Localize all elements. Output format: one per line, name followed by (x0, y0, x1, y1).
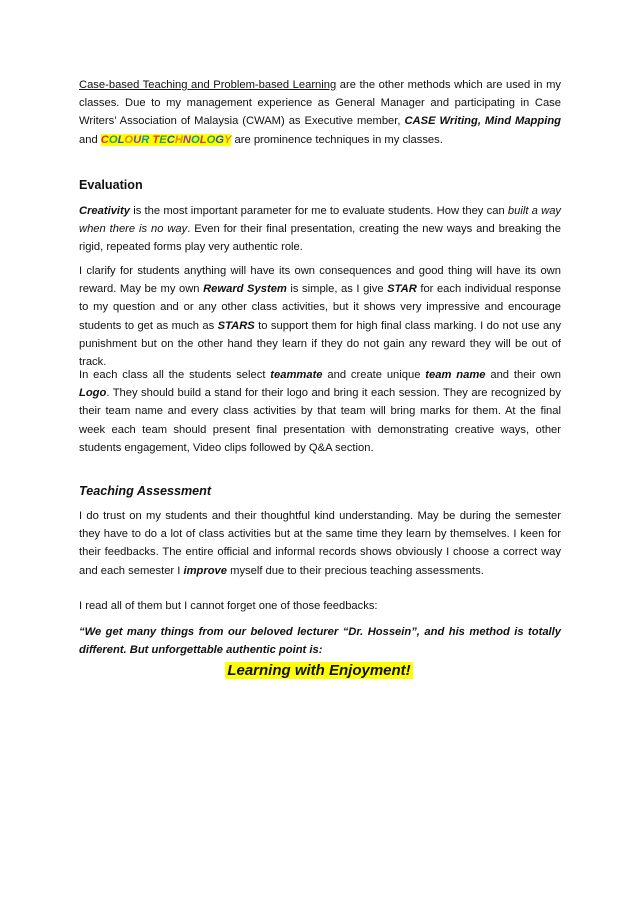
case-writing-emphasis: CASE Writing, Mind Mapping (404, 115, 561, 128)
eval-text: I clarify for students anything will have its own consequences and good thing will have its own reward. May be my own (79, 265, 561, 296)
assessment-paragraph-2: I read all of them but I cannot forget one of those feedbacks: (79, 600, 378, 612)
evaluation-paragraph-3 (79, 366, 561, 457)
colour-letter: L (117, 133, 125, 146)
intro-text-1: are the other methods which are used in my classes. Due to my management experience as General Manager and participating in Case Writers’ Association of Malaysia (CWAM) as Executive member, (79, 79, 561, 128)
eval-text: for each individual response to my question and or any other class activities, but it shows very impressive and encourage students to get as much as (79, 283, 561, 332)
colour-letter: T (152, 133, 160, 146)
eval-text: . Even for their final presentation, creating the new ways and breaking the rigid, repeated forms play very authentic role. (79, 223, 561, 254)
colour-letter: Y (223, 133, 232, 146)
eval-text: . They should build a stand for their logo and bring it each session. They are recognized by their team name and every class activities by that team will bring marks for them. At the final week each team should present final presentation with demonstrating creative ways, other students engagement, Video clips followed by Q&A section. (79, 387, 561, 454)
team-name-emphasis: team name (425, 369, 486, 381)
colour-letter: E (159, 133, 167, 146)
eval-italic: built a way when there is no way (79, 205, 562, 236)
creativity-emphasis: Creativity (79, 205, 130, 217)
colour-technology-highlight (101, 134, 232, 146)
teammate-emphasis: teammate (270, 369, 323, 381)
colour-letter: C (166, 133, 175, 146)
colour-letter: O (124, 133, 134, 146)
intro-text-3: are prominence techniques in my classes. (231, 133, 443, 146)
assessment-text: myself due to their precious teaching assessments. (227, 564, 484, 577)
colour-letter: O (108, 133, 118, 146)
eval-text: In each class all the students select (79, 369, 271, 381)
colour-letter: N (182, 133, 192, 146)
eval-text: and create unique (322, 369, 426, 381)
star-emphasis: STAR (387, 283, 417, 296)
improve-emphasis: improve (183, 564, 228, 577)
colour-letter: O (191, 133, 200, 146)
colour-letter: R (141, 133, 150, 146)
teaching-assessment-heading: Teaching Assessment (79, 484, 212, 498)
feedback-quote: “We get many things from our beloved lecturer “Dr. Hossein”, and his method is totally different. But unforgettable authentic point is: (79, 626, 561, 657)
eval-text: is simple, as I give (286, 283, 388, 296)
eval-text: is the most important parameter for me to evaluate students. How they can (130, 205, 508, 217)
colour-letter: L (199, 133, 207, 146)
colour-letter: U (133, 133, 142, 146)
colour-letter: G (215, 133, 224, 146)
evaluation-heading: Evaluation (79, 178, 143, 192)
stars-emphasis: STARS (217, 319, 255, 332)
assessment-paragraph-1 (79, 507, 561, 580)
enjoyment-line (0, 662, 638, 679)
eval-text: to support them for high final class marking. I do not use any punishment but on the other hand they learn if they do not gain any reward they will be out of track. (79, 319, 561, 369)
colour-letter: H (174, 133, 183, 146)
intro-paragraph (79, 76, 561, 149)
logo-emphasis: Logo (79, 387, 107, 400)
colour-letter: O (206, 133, 216, 146)
intro-text-2: and (79, 133, 101, 146)
colour-letter: C (100, 133, 109, 146)
reward-system-emphasis: Reward System (203, 283, 287, 296)
evaluation-paragraph-1 (79, 202, 561, 257)
evaluation-paragraph-2 (79, 262, 561, 371)
learning-with-enjoyment-highlight: Learning with Enjoyment! (227, 662, 411, 679)
assessment-text: I do trust on my students and their thoughtful kind understanding. May be during the semester they have to do a lot of class activities but at the same time they learn by themselves. I keen for their feedbacks. The entire official and informal records shows obviously I choose a correct way and each semester I (79, 510, 561, 577)
eval-text: and their own (485, 369, 562, 381)
methods-underlined: Case-based Teaching and Problem-based Learning (79, 79, 337, 91)
